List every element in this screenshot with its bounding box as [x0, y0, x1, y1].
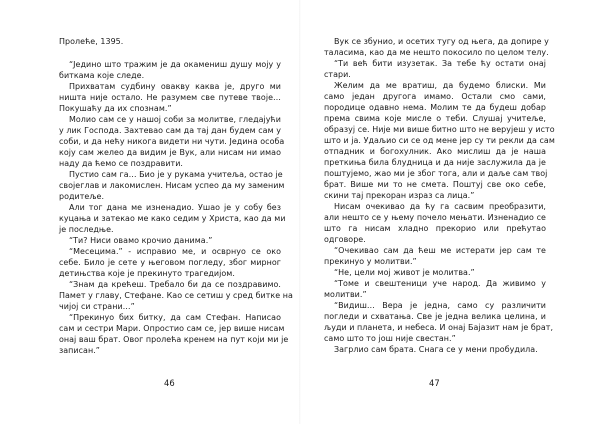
text-line: “Не, цели мој живот је молитва.”: [334, 268, 475, 278]
text-line: Покушаћу да их спознам.”: [59, 104, 172, 114]
text-line: погледи и схватања. Све је једна велика целина, и: [324, 312, 546, 322]
text-line: записан.”: [59, 346, 100, 356]
text-line: прекинуо у молитви.”: [324, 257, 417, 267]
text-line: преткиња била блудница и да није заслужила да је: [324, 158, 546, 168]
text-line: Али тог дана ме изненадио. Ушао је у собу без: [69, 203, 281, 213]
text-line: само један другога имамо. Остали смо сами,: [324, 92, 546, 102]
text-line: али нешто се у њему почело мењати. Изненадио се: [324, 213, 546, 223]
text-line: себе. Било је сете у његовом погледу, због мирног: [59, 258, 281, 268]
text-line: соби, и да нећу никога видети ни чути. Једина особа: [59, 137, 285, 147]
text-line: Загрлио сам брата. Снага се у мени пробудила.: [334, 345, 538, 355]
text-line: отпадник и богохулник. Ако мислиш да је наша: [324, 147, 546, 157]
text-line: молитви.”: [324, 290, 367, 300]
text-line: родитеље.: [59, 192, 105, 202]
text-line: сам и сестри Мари. Опростио сам се, јер више нисам: [59, 324, 285, 334]
text-line: Желим да ме вратиш, да будемо блиски. Ми: [334, 81, 546, 91]
left-page: [59, 36, 293, 356]
text-line: брат. Више ми то не смета. Поштуј све око себе,: [324, 180, 546, 190]
left-page-text: [59, 59, 293, 356]
text-line: одговоре.: [324, 235, 366, 245]
text-line: само што то још није свестан.”: [324, 334, 456, 344]
text-line: породице одавно нема. Молим те да будеш добар: [324, 103, 546, 113]
text-line: у лик Господа. Захтевао сам да тај дан будем сам у: [59, 126, 281, 136]
text-line: ништа није остало. Не разумем све путеве твоје…: [59, 93, 281, 103]
text-line: “Томе и свештеници уче народ. Да живимо у: [334, 279, 546, 289]
text-line: Памет у главу, Стефане. Као се сетиш у сред битке на: [59, 291, 293, 301]
text-line: стари.: [324, 70, 351, 80]
book-gutter: [299, 0, 301, 424]
text-line: Нисам очекивао да ћу га сасвим преобразити,: [334, 202, 546, 212]
text-line: према свима које мисле о теби. Слушај учитеље,: [324, 114, 546, 124]
text-line: скини тај прекоран израз са лица.”: [324, 191, 475, 201]
page-number-left: 46: [164, 378, 175, 388]
text-line: образуј се. Није ми више битно што не верујеш у исто: [324, 125, 555, 135]
text-line: је последње.: [59, 225, 114, 235]
text-line: биткама које следе.: [59, 71, 145, 81]
right-page-text: [324, 36, 555, 355]
text-line: Вук се збунио, и осетих тугу од њега, да допире у: [334, 37, 549, 46]
text-line: “Видиш… Вера је једна, само су различити: [334, 301, 546, 311]
text-line: наду да ћемо се поздравити.: [59, 159, 183, 169]
text-line: “Једино што тражим је да окамениш душу моју у: [69, 60, 281, 70]
text-line: таласима, као да ме нешто покосило по целом телу.: [324, 48, 549, 58]
text-line: што га нисам хладно прекорио или прећутао: [324, 224, 546, 234]
text-line: чијој си страни…”: [59, 302, 135, 312]
text-line: “Ти? Ниси овамо крочио данима.”: [69, 236, 213, 246]
text-line: својеглав и лакомислен. Нисам успео да му заменим: [59, 181, 285, 191]
text-line: куцања и затекао ме како седим у Христа, као да ми: [59, 214, 286, 224]
text-line: “Месецима.” - исправио ме, и осврнуо се око: [69, 247, 281, 257]
right-page: [324, 36, 555, 355]
text-line: што и ја. Удаљио си се од мене јер су ти рекли да сам: [324, 136, 555, 146]
text-line: коју сам желео да видим је Вук, али нисам ни имао: [59, 148, 281, 158]
text-line: поштујемо, жао ми је због тога, али и даље сам твој: [324, 169, 548, 179]
page-number-right: 47: [429, 378, 440, 388]
text-line: детињства које је прекинуто трагедијом.: [59, 269, 235, 279]
text-line: “Знам да крећеш. Требало би да се поздравимо.: [69, 280, 281, 290]
text-line: “Ти већ бити изузетак. За тебе ћу остати онај: [334, 59, 546, 69]
text-line: “Прекинуо бих битку, да сам Стефан. Написао: [69, 313, 281, 323]
text-line: “Очекивао сам да ћеш ме истерати јер сам те: [334, 246, 546, 256]
text-line: људи и планета, и небеса. И онај Бајазит нам је брат,: [324, 323, 554, 333]
text-line: Пустио сам га… Био је у рукама учитеља, остао је: [69, 170, 283, 180]
chapter-heading: Пролеће, 1395.: [59, 37, 124, 46]
text-line: Молио сам се у нашој соби за молитве, гледајући: [69, 115, 281, 125]
text-line: онај ваш брат. Овог пролећа кренем на пут који ми је: [59, 335, 289, 345]
text-line: Прихватам судбину овакву каква је, друго ми: [69, 82, 281, 92]
